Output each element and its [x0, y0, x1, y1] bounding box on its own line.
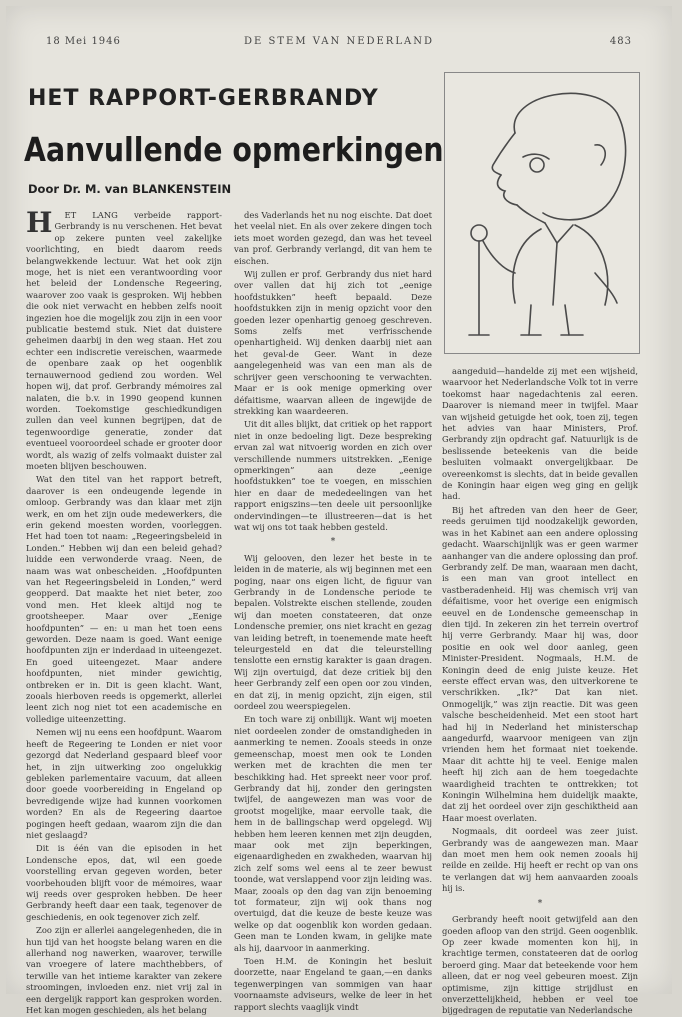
paragraph: Nogmaals, dit oordeel was zeer juist. Gerbrandy was de aangewezen man. Maar dan moet men hem ook nemen zooals hij reilde en zeilde. Hij heeft er recht op van ons te verlangen dat wij hem aanvaarden zooals hij is.: [442, 826, 638, 894]
paragraph: Wat den titel van het rapport betreft, daarover is een ondeugende legende in omloop. Gerbrandy was dan klaar met zijn werk, en om het zijn oude medewerkers, die erin gekend moesten worden, voorleggen. Het had toen tot naam: „Regeeringsbeleid in Londen.” Hebben wij dan een beleid gehad? luidde een verwonderde vraag. Neen, de naam was wat onbescheiden. „Hoofdpunten van het Regeeringsbeleid in Londen,” werd geopperd. Dat maakte het niet beter, zoo vond men. Het kleek altijd nog te grootsheeper. Maar over „Eenige hoofdpunten” — en: u man het toen eens geworden. Deze naam is goed. Want eenige hoofdpunten zijn er inderdaad in uiteengezet. En goed uiteengezet. Maar andere hoofdpunten, niet minder gewichtig, ontbreken er in. Dit is geen klacht. Want, zooals hierboven reeds is opgemerkt, allerlei leent zich nog niet tot een academische en volledige uiteenzetting.: [26, 474, 222, 724]
paragraph: Toen H.M. de Koningin het besluit doorzette, naar Engeland te gaan,—en danks tegenwerpingen van sommigen van haar voornaamste adviseurs, welke de leer in het rapport slechts vaaglijk vindt: [234, 956, 432, 1012]
issue-date: 18 Mei 1946: [46, 36, 121, 47]
newspaper-title: DE STEM VAN NEDERLAND: [244, 36, 434, 47]
article-headline: [24, 130, 478, 169]
paragraph: Nemen wij nu eens een hoofdpunt. Waarom heeft de Regeering te Londen er niet voor gezorgd dat Nederland gespaard bleef voor het, in zijn uitwerking zoo ongelukkig gebleken parlementaire vacuum, dat alleen door goede voorbereiding in Engeland op bevredigende wijze had kunnen voorkomen worden? En als de Regeering daartoe pogingen heeft gedaan, waarom zijn die dan niet geslaagd?: [26, 727, 222, 840]
section-separator: *: [330, 537, 336, 548]
paragraph: des Vaderlands het nu nog eischte. Dat doet het veelal niet. En als over zekere dingen toch iets moet worden gezegd, dan was het teveel van prof. Gerbrandy verlangd, dit van hem te eischen.: [234, 210, 432, 266]
page-number: 483: [609, 36, 632, 47]
paragraph: Uit dit alles blijkt, dat critiek op het rapport niet in onze bedoeling ligt. Deze bespreking ervan zal wat nitvoerig worden en zich over verschillende nummers uitstrekken. „Eenige opmerkingen” aan deze „eenige hoofdstukken” toe te voegen, en misschien hier en daar de mededeelingen van het rapport enigszins—ten deele uit persoonlijke ondervindingen—te illustreeren—dat is het wat wij ons tot taak hebben gesteld.: [234, 419, 432, 532]
running-header: [46, 36, 632, 52]
newspaper-page: [6, 6, 672, 1016]
paragraph: Dit is één van die episoden in het Londensche epos, dat, wil een goede voorstelling ervan gegeven worden, beter voorbehouden blijft voor de mémoires, waar wij reeds over gesproken hebben. De heer Gerbrandy heeft daar een taak, tegenover de geschiedenis, en ook tegenover zich zelf.: [26, 843, 222, 922]
paragraph: Wij gelooven, den lezer het beste in te leiden in de materie, als wij beginnen met een poging, naar ons eigen licht, de figuur van Gerbrandy in de Londensche periode te bepalen. Volstrekte eischen stellende, zouden wij dan moeten constateeren, dat onze Londensche premier, ons niet kracht en gezag van leiding betreft, in toenemende mate heeft teleurgesteld en dat die teleurstelling tenslotte een ernstig karakter is gaan dragen. Wij zijn overtuigd, dat deze critiek bij den heer Gerbrandy zelf een open oor zou vinden, en dat zij, in menig opzicht, zijn eigen, stil oordeel zou weerspiegelen.: [234, 552, 432, 712]
article-column-1: [26, 206, 222, 1016]
drop-cap: H: [26, 206, 53, 239]
headline-text: Aanvullende opmerkingen: [24, 130, 444, 169]
paragraph: ET LANG verbeide rapport-Gerbrandy is nu verschenen. Het bevat op zekere punten veel zakelijke voorlichting, en biedt daarom reeds belangwekkende lectuur. Wat het ook zijn moge, het is niet een verantwoording voor het beleid der Londensche Regeering, waarover zoo vaak is gesproken. Wij hebben die ook niet verwacht en hebben zelfs nooit ingezien hoe die mogelijk zou zijn in een voor publicatie bestemd stuk. Niet dat duistere geheimen daarbij in den weg staan. Het zou echter een indiscretie vereischen, waarmede de openbare zaak op het oogenblik ternauwernood gediend zou worden. Wel hopen wij, dat prof. Gerbrandy mémoires zal nalaten, die b.v. in 1990 geopend kunnen worden. Toekomstige geschiedkundigen zullen dan veel kunnen begrijpen, dat de tegenwoordige generatie, zonder dat eventueel vooroordeel schade er grooter door wordt, als wazig of zelfs volmaakt duister zal moeten blijven beschouwen.: [26, 210, 222, 471]
article-kicker: HET RAPPORT-GERBRANDY: [28, 86, 379, 111]
article-column-3: [442, 366, 638, 1016]
paragraph: aangeduid—handelde zij met een wijsheid, waarvoor het Nederlandsche Volk tot in verre toekomst haar nagedachtenis zal eeren. Daarover is niemand meer in twijfel. Maar van wijsheid getuigde het ook, toen zij, tegen het advies van haar Ministers, Prof. Gerbrandy zijn opdracht gaf. Natuurlijk is de beslissende beteekenis van die beide besluiten volmaakt onvergelijkbaar. De overeenkomst is slechts, dat in beide gevallen de Koningin haar eigen weg ging en gelijk had.: [442, 366, 638, 502]
article-byline: Door Dr. M. van BLANKENSTEIN: [28, 182, 232, 196]
paragraph: Wij zullen er prof. Gerbrandy dus niet hard over vallen dat hij zich tot „eenige hoofdstukken” heeft bepaald. Deze hoofdstukken zijn in menig opzicht voor den goeden lezer openhartig genoeg geschreven. Soms zelfs met verfrisschende openhartigheid. Wij denken daarbij niet aan het geval-de Geer. Want in deze aangelegenheid was van een man als de schrijver geen verschooning te verwachten. Maar er is ook menige opmerking over défaitisme, waarvan alleen de ingewijde de strekking kan waardeeren.: [234, 269, 432, 416]
caricature-illustration: [444, 72, 640, 354]
section-separator: *: [537, 898, 543, 909]
article-column-2: [234, 210, 432, 1012]
paragraph: En toch ware zij onbillijk. Want wij moeten niet oordeelen zonder de omstandigheden in aanmerking te nemen. Zooals steeds in onze gemeenschap, moest men ook te Londen werken met de krachten die men ter beschikking had. Het spreekt neer voor prof. Gerbrandy dat hij, zonder den geringsten twijfel, de aangewezen man was voor de grootst mogelijke, maar eervolle taak, die hem in de ballingschap werd opgelegd. Wij hebben hem leeren kennen met zijn deugden, maar ook met zijn beperkingen, eigenaardigheden en zwakheden, waarvan hij zich zelf soms wel eens al te zeer bewust toonde, wat verslappend voor zijn leiding was. Maar, zooals op den dag van zijn benoeming tot formateur, zijn wij ook thans nog overtuigd, dat die keuze de beste keuze was welke op dat oogenblik kon worden gedaan. Geen man te Londen kwam, in gelijke mate als hij, daarvoor in aanmerking.: [234, 714, 432, 953]
paragraph: Zoo zijn er allerlei aangelegenheden, die in hun tijd van het hoogste belang waren en die allerhand nog nawerken, waarover, terwille van vroegere of latere machthebbers, of terwille van het intieme karakter van zekere stroomingen, invloeden enz. niet vrij zal in een dergelijk rapport kan gesproken worden. Het kan mogen geschieden, als het belang: [26, 925, 222, 1016]
caricature-drawing: [445, 73, 639, 353]
paragraph: Bij het aftreden van den heer de Geer, reeds geruimen tijd noodzakelijk geworden, was in het Kabinet aan een andere oplossing gedacht. Waarschijnlijk was er geen warmer aanhanger van die andere oplossing dan prof. Gerbrandy zelf. De man, waaraan men dacht, is een man van groot intellect en vastberadenheid. Hij was chemisch vrij van défaitisme, voor het overige een enigmisch eeuvel en de Londensche gemeenschap in dien tijd. In zekeren zin het terrein overtrof hij verre Gerbrandy. Maar hij was, door positie en ook wel door aanleg, geen Minister-President. Nogmaals, H.M. de Koningin deed de enig juiste keuze. Het eerste effect ervan was, den uitverkorene te verschrikken. „Ik?” Dat kan niet. Onmogelijk,” was zijn reactie. Dit was geen valsche bescheidenheid. Met een stoot hart had hij in Nederland het ministerschap aangedurfd, waarvoor menigeen van zijn vrienden hem het formaat niet toekende. Maar dit achtte hij te veel. Eenige malen heeft hij zich aan de hem toegedachte waardigheid trachten te onttrekken; tot Koningin Wilhelmina hem duidelijk maakte, dat zij het oordeel over zijn geschiktheid aan Haar moest overlaten.: [442, 504, 638, 823]
paragraph: Gerbrandy heeft nooit getwijfeld aan den goeden afloop van den strijd. Geen oogenblik. Op zeer kwade momenten kon hij, in krachtige termen, constateeren dat de oorlog beroerd ging. Maar dat beteekende voor hem alleen, dat er nog veel gebeuren moest. Zijn optimisme, zijn kittige strijdlust en onverzettelijkheid, hebben er veel toe bijgedragen de reputatie van Nederlandsche: [442, 914, 638, 1016]
